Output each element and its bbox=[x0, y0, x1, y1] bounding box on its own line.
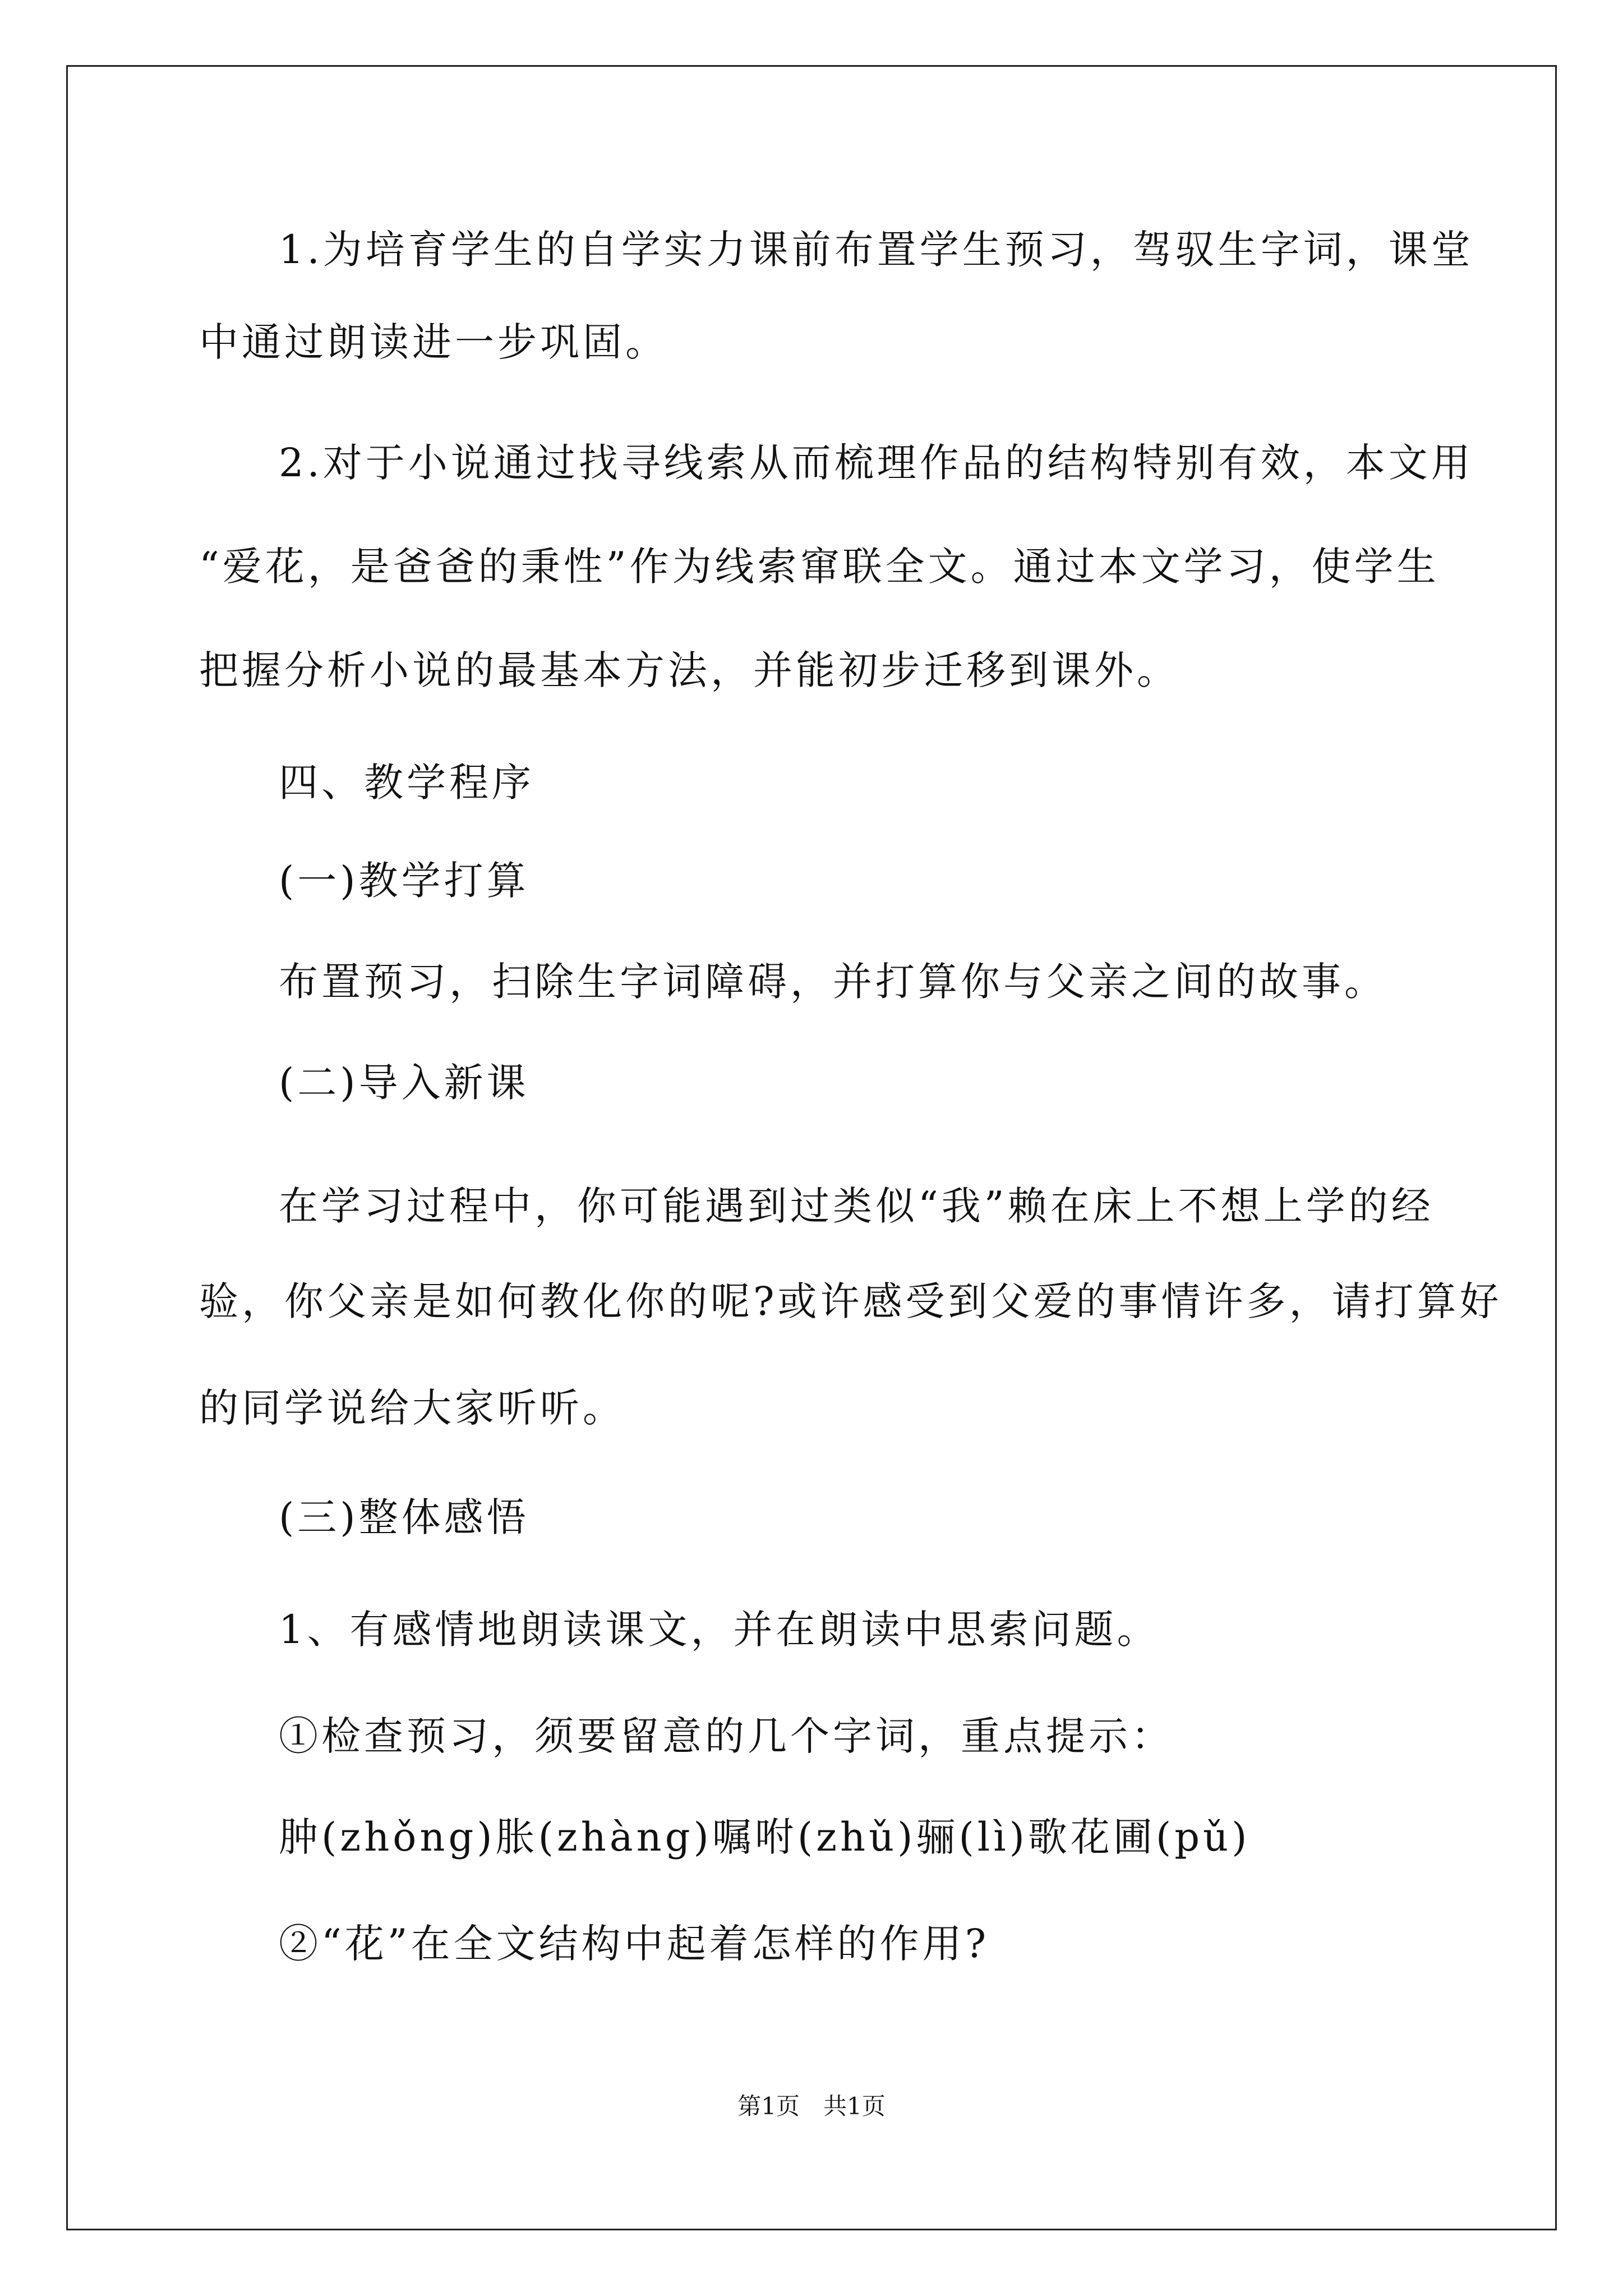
paragraph-1-line-2: 中通过朗读进一步巩固。 bbox=[199, 319, 668, 365]
paragraph-3-line-2: 验，你父亲是如何教化你的呢?或许感受到父爱的事情许多，请打算好 bbox=[199, 1278, 1502, 1324]
page-border bbox=[66, 65, 1557, 2230]
paragraph-3-line-3: 的同学说给大家听听。 bbox=[199, 1385, 625, 1431]
paragraph-2-line-1: 2.对于小说通过找寻线索从而梳理作品的结构特别有效，本文用 bbox=[279, 440, 1474, 486]
paragraph-prep: 布置预习，扫除生字词障碍，并打算你与父亲之间的故事。 bbox=[279, 959, 1387, 1005]
paragraph-3-line-1: 在学习过程中，你可能遇到过类似“我”赖在床上不想上学的经 bbox=[279, 1183, 1434, 1229]
paragraph-2-line-2: “爱花，是爸爸的秉性”作为线索窜联全文。通过本文学习，使学生 bbox=[199, 544, 1440, 590]
pinyin-line: 肿(zhǒng)胀(zhàng)嘱咐(zhǔ)骊(lì)歌花圃(pǔ) bbox=[279, 1814, 1251, 1860]
page-footer: 第1页 共1页 bbox=[737, 2092, 886, 2120]
list-item-check: ①检查预习，须要留意的几个字词，重点提示： bbox=[279, 1713, 1174, 1759]
paragraph-2-line-3: 把握分析小说的最基本方法，并能初步迁移到课外。 bbox=[199, 647, 1179, 693]
subheading-2: (二)导入新课 bbox=[279, 1060, 529, 1106]
list-item-flower: ②“花”在全文结构中起着怎样的作用? bbox=[279, 1921, 990, 1967]
paragraph-1-line-1: 1.为培育学生的自学实力课前布置学生预习，驾驭生字词，课堂 bbox=[279, 227, 1474, 273]
subheading-1: (一)教学打算 bbox=[279, 858, 529, 904]
list-item-1: 1、有感情地朗读课文，并在朗读中思索问题。 bbox=[279, 1607, 1160, 1653]
subheading-3: (三)整体感悟 bbox=[279, 1494, 529, 1540]
section-heading-4: 四、教学程序 bbox=[279, 760, 534, 806]
